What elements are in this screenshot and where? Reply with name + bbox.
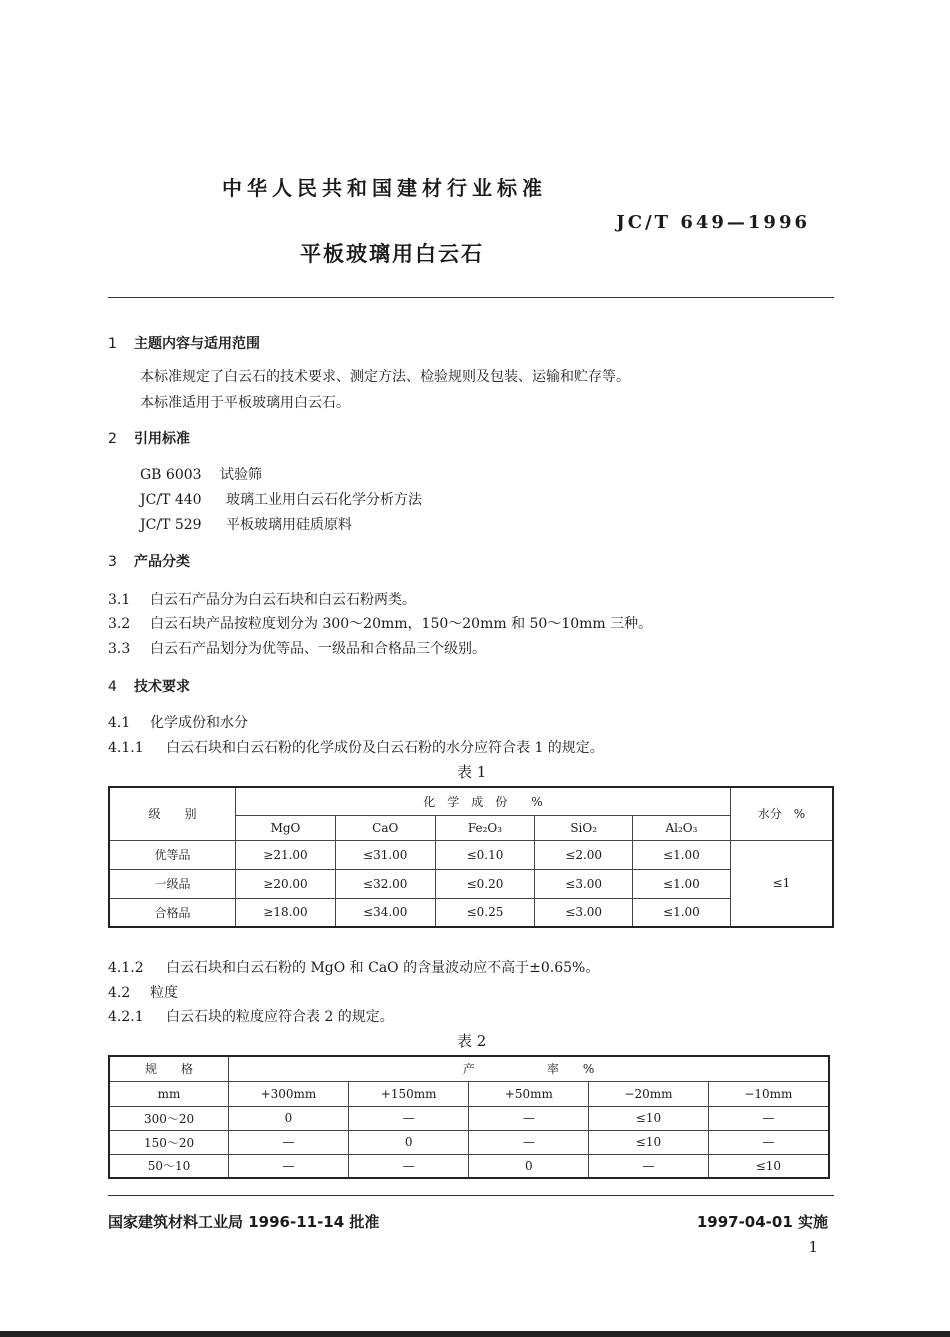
section-number: 4: [108, 679, 117, 695]
clause-text: 白云石块和白云石粉的化学成份及白云石粉的水分应符合表 1 的规定。: [166, 740, 604, 756]
table-row: [109, 840, 833, 869]
table-row: [109, 1106, 829, 1130]
section-number: 1: [108, 336, 117, 352]
spec-cell: 50～10: [109, 1154, 229, 1178]
value-cell: —: [469, 1106, 589, 1130]
reference-name: 玻璃工业用白云石化学分析方法: [226, 492, 422, 508]
value-cell: ≤10: [708, 1154, 829, 1178]
value-cell: ≤34.00: [335, 898, 435, 927]
clause-number: 4.2.1: [108, 1009, 144, 1025]
reference-code: GB 6003: [140, 467, 202, 483]
value-cell: —: [348, 1154, 469, 1178]
clause-text: 白云石产品分为白云石块和白云石粉两类。: [150, 592, 416, 608]
clause-text: 白云石块产品按粒度划分为 300～20mm，150～20mm 和 50～10mm 三种。: [150, 616, 653, 632]
section-2-heading: [108, 428, 190, 448]
moisture-value-cell: ≤1: [730, 840, 833, 927]
clause-number: 3.1: [108, 592, 131, 608]
clause-number: 4.1: [108, 715, 131, 731]
moisture-header: 水分 %: [730, 787, 833, 840]
reference-item: [140, 514, 352, 534]
standard-code: JC/T 649—1996: [616, 212, 810, 233]
table-row: [109, 869, 833, 898]
scan-edge: [0, 1331, 950, 1337]
reference-name: 试验筛: [220, 467, 262, 483]
value-cell: ≤1.00: [633, 869, 731, 898]
spec-unit: mm: [109, 1081, 229, 1106]
value-cell: ≤10: [589, 1130, 709, 1154]
value-cell: 0: [229, 1106, 349, 1130]
grade-cell: 一级品: [109, 869, 236, 898]
value-cell: ≥21.00: [236, 840, 336, 869]
value-cell: ≥18.00: [236, 898, 336, 927]
yield-header: 产 率 %: [229, 1056, 829, 1081]
clause-text: 粒度: [150, 985, 178, 1001]
section-3-heading: [108, 551, 190, 571]
header-divider: [108, 297, 834, 298]
clause-4-1: [108, 712, 248, 732]
value-cell: —: [229, 1130, 349, 1154]
column-header: Fe₂O₃: [435, 815, 535, 840]
column-header: −10mm: [708, 1081, 829, 1106]
clause-number: 3.2: [108, 616, 131, 632]
value-cell: —: [469, 1130, 589, 1154]
value-cell: ≥20.00: [236, 869, 336, 898]
reference-code: JC/T 440: [140, 492, 202, 508]
clause-4-1-2: [108, 957, 599, 977]
value-cell: ≤3.00: [535, 869, 633, 898]
section-4-heading: [108, 676, 190, 696]
value-cell: ≤2.00: [535, 840, 633, 869]
table-row: [109, 1130, 829, 1154]
clause-text: 白云石产品划分为优等品、一级品和合格品三个级别。: [150, 641, 486, 657]
value-cell: —: [708, 1130, 829, 1154]
value-cell: ≤3.00: [535, 898, 633, 927]
reference-item: [140, 464, 262, 484]
issuing-authority: 中华人民共和国建材行业标准: [222, 176, 547, 200]
section-number: 3: [108, 554, 117, 570]
clause-text: 白云石块的粒度应符合表 2 的规定。: [166, 1009, 394, 1025]
column-header: MgO: [236, 815, 336, 840]
value-cell: 0: [469, 1154, 589, 1178]
spec-cell: 300～20: [109, 1106, 229, 1130]
footer-divider: [108, 1195, 834, 1196]
scope-paragraph-1: 本标准规定了白云石的技术要求、测定方法、检验规则及包装、运输和贮存等。: [140, 369, 630, 385]
clause-4-2: [108, 982, 178, 1002]
value-cell: —: [229, 1154, 349, 1178]
value-cell: ≤1.00: [633, 840, 731, 869]
value-cell: ≤0.25: [435, 898, 535, 927]
reference-name: 平板玻璃用硅质原料: [226, 517, 352, 533]
section-title: 主题内容与适用范围: [134, 336, 260, 352]
section-1-heading: [108, 333, 260, 353]
value-cell: ≤0.10: [435, 840, 535, 869]
column-header: Al₂O₃: [633, 815, 731, 840]
value-cell: —: [589, 1154, 709, 1178]
implementation-date: 1997-04-01 实施: [696, 1213, 828, 1231]
clause-text: 白云石块和白云石粉的 MgO 和 CaO 的含量波动应不高于±0.65%。: [166, 960, 600, 976]
clause-number: 4.1.1: [108, 740, 144, 756]
clause-number: 4.1.2: [108, 960, 144, 976]
spec-header: 规 格: [109, 1056, 229, 1081]
clause-4-1-1: [108, 737, 604, 757]
value-cell: ≤1.00: [633, 898, 731, 927]
approval-statement: 国家建筑材料工业局 1996-11-14 批准: [108, 1213, 380, 1231]
section-title: 产品分类: [134, 554, 190, 570]
value-cell: —: [708, 1106, 829, 1130]
table-row: [109, 1154, 829, 1178]
clause-4-2-1: [108, 1006, 394, 1026]
column-header: CaO: [335, 815, 435, 840]
grade-cell: 合格品: [109, 898, 236, 927]
clause-3-1: [108, 589, 416, 609]
table-2-caption: 表 2: [457, 1032, 487, 1050]
value-cell: ≤10: [589, 1106, 709, 1130]
table-2: [108, 1055, 830, 1179]
value-cell: ≤32.00: [335, 869, 435, 898]
value-cell: ≤0.20: [435, 869, 535, 898]
clause-text: 化学成份和水分: [150, 715, 248, 731]
grade-header: 级 别: [109, 787, 236, 840]
column-header: +50mm: [469, 1081, 589, 1106]
spec-cell: 150～20: [109, 1130, 229, 1154]
clause-3-2: [108, 613, 652, 633]
section-number: 2: [108, 431, 117, 447]
table-1: [108, 786, 834, 928]
clause-3-3: [108, 638, 486, 658]
reference-item: [140, 489, 422, 509]
value-cell: ≤31.00: [335, 840, 435, 869]
column-header: +150mm: [348, 1081, 469, 1106]
table-1-caption: 表 1: [457, 763, 487, 781]
chemical-composition-header: 化 学 成 份 %: [236, 787, 731, 815]
clause-number: 4.2: [108, 985, 131, 1001]
value-cell: —: [348, 1106, 469, 1130]
clause-number: 3.3: [108, 641, 131, 657]
reference-code: JC/T 529: [140, 517, 202, 533]
value-cell: 0: [348, 1130, 469, 1154]
section-title: 引用标准: [134, 431, 190, 447]
column-header: +300mm: [229, 1081, 349, 1106]
document-title: 平板玻璃用白云石: [300, 242, 484, 266]
column-header: SiO₂: [535, 815, 633, 840]
scope-paragraph-2: 本标准适用于平板玻璃用白云石。: [140, 395, 350, 411]
section-title: 技术要求: [134, 679, 190, 695]
column-header: −20mm: [589, 1081, 709, 1106]
table-row: [109, 898, 833, 927]
grade-cell: 优等品: [109, 840, 236, 869]
page-number: 1: [808, 1238, 818, 1256]
